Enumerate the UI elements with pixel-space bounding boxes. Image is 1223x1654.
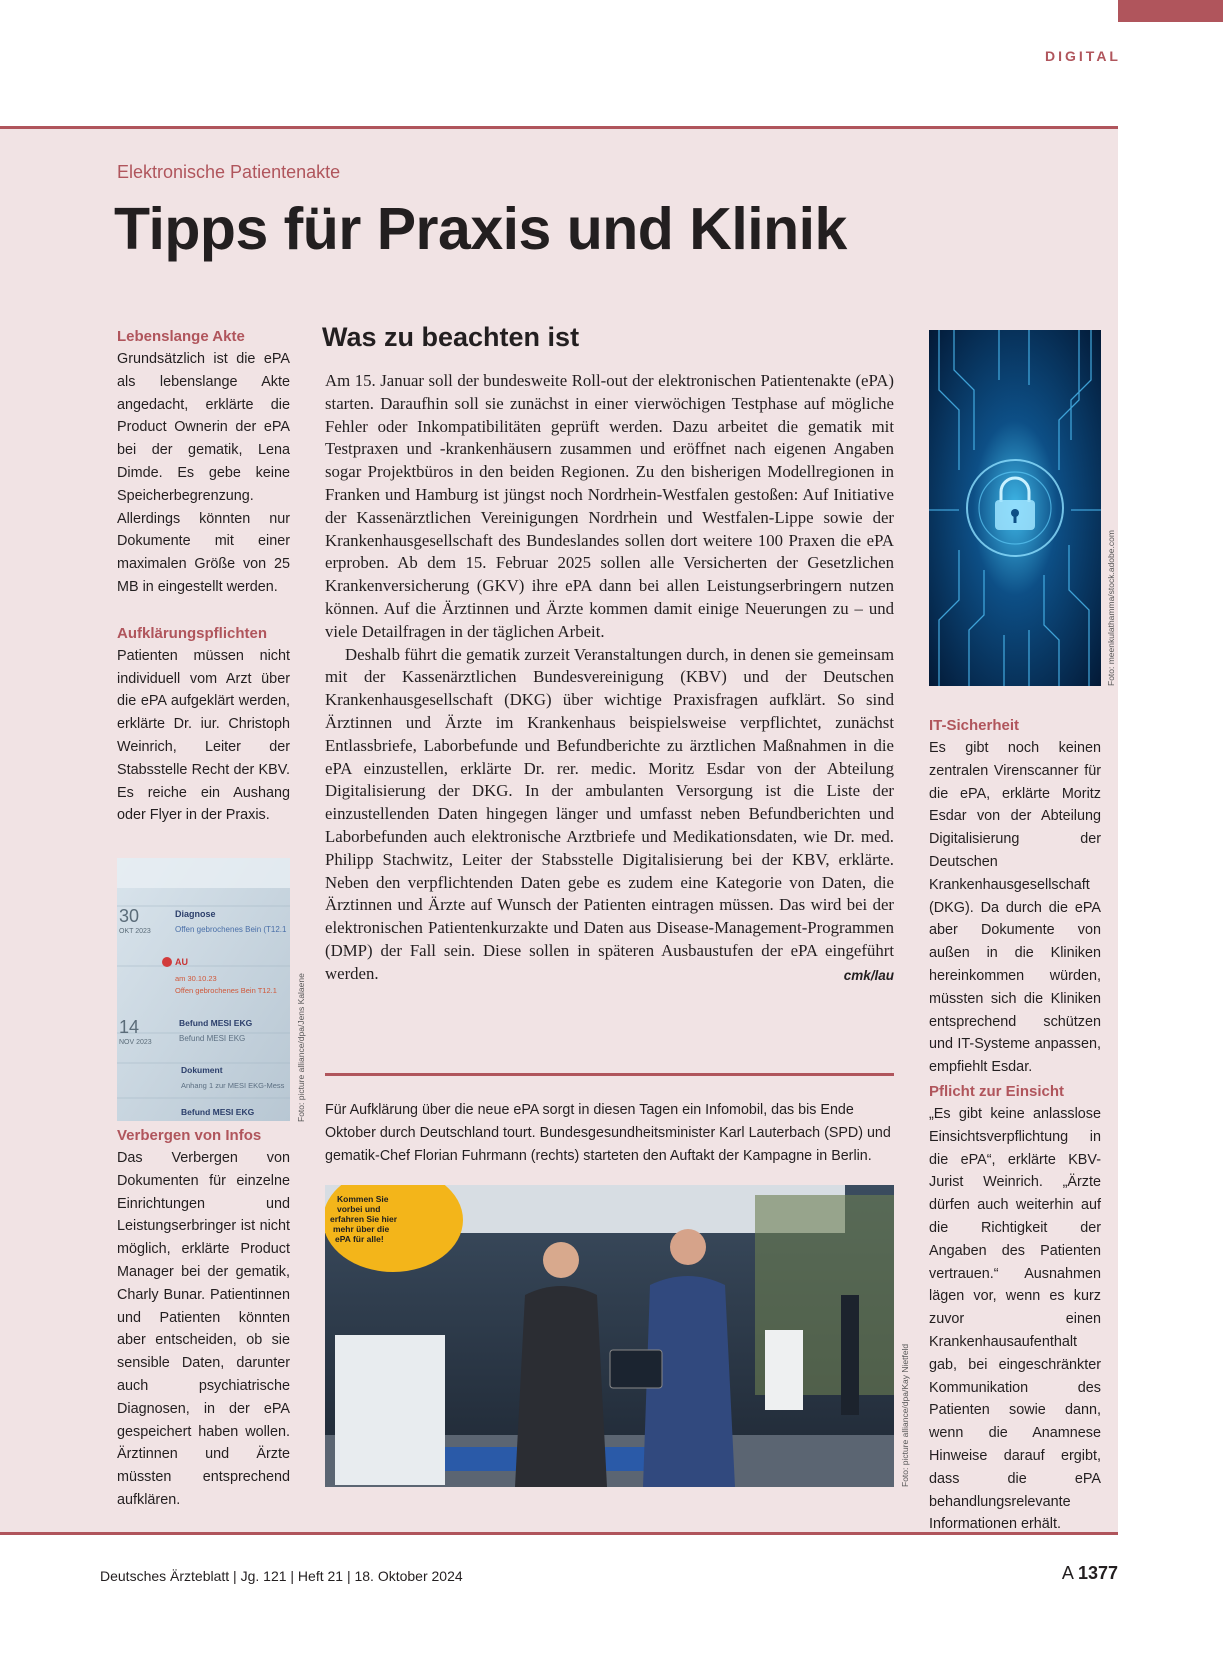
screen-row-title: Dokument — [181, 1065, 223, 1075]
screen-photo — [117, 858, 290, 1121]
sidebar-text: Es gibt noch keinen zentralen Virenscanner für die ePA, erklärte Moritz Esdar von der Abteilung Digitalisierung der Deutschen Krankenhausgesellschaft (DKG). Da durch die ePA aber Dokumente von außen in die Kliniken hereinkommen würden, müssten sich die Kliniken entsprechend schützen und IT-Systeme anpassen, empfiehlt Esdar. — [929, 740, 1101, 1076]
screen-row-title: Befund MESI EKG — [181, 1107, 255, 1117]
section-label: DIGITAL — [1045, 48, 1121, 64]
screen-au-label: AU — [175, 957, 188, 967]
kicker: Elektronische Patientenakte — [117, 162, 341, 182]
sidebar-right-bottom — [929, 1081, 1101, 1536]
footer-citation: Deutsches Ärzteblatt | Jg. 121 | Heft 21 | 18. Oktober 2024 — [100, 1568, 463, 1584]
screen-row-sub: Anhang 1 zur MESI EKG-Mess — [181, 1081, 285, 1090]
sidebar-text: Das Verbergen von Dokumenten für einzelne Einrichtungen und Leistungserbringer ist nicht möglich, erklärte Product Manager bei der gematik, Charly Bunar. Patientinnen und Patienten könnten aber entscheiden, ob sie sensible Daten, darunter auch psychiatrische Diagnosen, in der ePA gespeichert haben wollen. Ärztinnen und Ärzte müssten entsprechend aufklären. — [117, 1150, 290, 1508]
event-photo — [325, 1185, 894, 1487]
screen-date-month: OKT 2023 — [119, 928, 151, 935]
page-number-value: 1377 — [1077, 1563, 1118, 1583]
sidebar-heading: Pflicht zur Einsicht — [929, 1083, 1065, 1100]
security-photo — [929, 330, 1101, 686]
sidebar-text: Grundsätzlich ist die ePA als lebenslange Akte angedacht, erklärte die Product Ownerin der ePA bei der gematik, Lena Dimde. Es gebe keine Speicherbegrenzung. Allerdings könnten nur Dokumente mit einer maximalen Größe von 25 MB in eingestellt werden. — [117, 351, 290, 595]
main-body — [325, 370, 894, 988]
sidebar-right-top — [929, 715, 1101, 1079]
sidebar-text: Patienten müssen nicht individuell vom Arzt über die ePA aufgeklärt werden, erklärte Dr. iur. Christoph Weinrich, Leiter der Stabsstelle Recht der KBV. Es reiche ein Aushang oder Flyer in der Praxis. — [117, 647, 290, 824]
page-number — [1062, 1563, 1118, 1584]
screen-row-title: Diagnose — [175, 909, 216, 919]
photo-caption: Für Aufklärung über die neue ePA sorgt in diesen Tagen ein Infomobil, das bis Ende Oktober durch Deutschland tourt. Bundesgesundheitsminister Karl Lauterbach (SPD) und gematik-Chef Florian Fuhrmann (rechts) starteten den Auftakt der Kampagne in Berlin. — [325, 1102, 891, 1164]
screen-row-sub: Befund MESI EKG — [179, 1034, 246, 1043]
screen-date-day: 14 — [119, 1017, 140, 1037]
sidebar-heading: Aufklärungspflichten — [117, 624, 268, 642]
info-stand — [335, 1335, 445, 1485]
sidebar-left-top — [117, 326, 290, 827]
bubble-text: erfahren Sie hier — [330, 1214, 398, 1224]
bubble-text: ePA für alle! — [335, 1234, 384, 1244]
author-signature: cmk/lau — [843, 967, 894, 983]
sidebar-heading: Lebenslange Akte — [117, 328, 245, 345]
sidebar-heading: IT-Sicherheit — [929, 717, 1020, 734]
screen-date-month: NOV 2023 — [119, 1039, 152, 1046]
sidebar-text: „Es gibt keine anlasslose Einsichtsverpflichtung in die ePA“, erklärte KBV-Jurist Weinrich. „Ärzte dürfen auch weiterhin auf die Richtigkeit der Angaben des Patienten vertrauen.“ Ausnahmen lägen vor, wenn es kurz zuvor einen Krankenhausaufenthalt gab, bei eingeschränkter Kommunikation des Patienten sowie dann, wenn die Anamnese Hinweise darauf ergibt, dass die ePA behandlungsrelevante Informationen erhält. — [929, 1106, 1101, 1533]
body-paragraph: Deshalb führt die gematik zurzeit Veranstaltungen durch, in denen sie gemeinsam mit der Kassenärztlichen Bundesvereinigung (KBV) und der Deutschen Krankenhausgesellschaft (DKG) über wichtige Praxisfragen aufklärt. So sind Ärztinnen und Ärzte im Krankenhaus beispielsweise verpflichtet, zunächst Entlassbriefe, Laborbefunde und Befundberichte zu ärztlichen Maßnahmen in die ePA einzustellen, erklärte Dr. rer. medic. Moritz Esdar von der Abteilung Digitalisierung der DKG. In der ambulanten Versorgung ist die Liste der einzustellenden Daten hingegen länger und umfasst neben Befundberichten und Laborbefunden auch elektronische Arztbriefe und Medikationsdaten, wie Dr. med. Philipp Stachwitz, Leiter der Stabsstelle Digitalisierung bei der KBV, erklärte. Neben den verpflichtenden Daten gebe es zudem eine Kategorie von Daten, die Ärztinnen und Ärzte auf Wunsch der Patienten eintragen müssen. Das wird bei der elektronischen Patientenkurzakte und Daten aus Disease-Management-Programmen (DMP) der Fall sein. Diese sollen in späteren Ausbaustufen der ePA eingeführt werden. — [325, 644, 894, 983]
person-left — [515, 1286, 607, 1487]
corner-tab — [1118, 0, 1223, 22]
headline: Tipps für Praxis und Klinik — [114, 196, 847, 262]
bubble-text: mehr über die — [333, 1224, 390, 1234]
body-paragraph: Am 15. Januar soll der bundesweite Roll-out der elektronischen Patientenakte (ePA) starten. Daraufhin soll sie zunächst in einer vierwöchigen Testphase auf mögliche Fehler oder Inkompatibilitäten geprüft werden. Dazu arbeitet die gematik mit Testpraxen und -krankenhäusern zusammen und eröffnet nach eigenen Angaben sogar Projektbüros in den beiden Regionen. Zu den bisherigen Modellregionen in Franken und Hamburg ist jüngst noch Nordrhein-Westfalen gestoßen: Auf Initiative der Kassenärztlichen Vereinigungen Nordrhein und Westfalen-Lippe sowie der Krankenhausgesellschaft des Bundeslandes sollen dort weitere 100 Praxen die ePA erproben. Ab dem 15. Februar 2025 sollen alle Versicherten der Gesetzlichen Krankenversicherung (GKV) ihre ePA dann bei allen Leistungserbringern nutzen können. Auf die Ärztinnen und Ärzte kommen damit einige Neuerungen zu – und viele Detailfragen in der täglichen Arbeit. — [325, 371, 894, 641]
photo-credit: Foto: picture alliance/dpa/Jens Kalaene — [296, 973, 306, 1122]
bubble-text: vorbei und — [337, 1204, 381, 1214]
screen-date-day: 30 — [119, 906, 140, 926]
tablet — [610, 1350, 662, 1388]
screen-row-title: Befund MESI EKG — [179, 1018, 253, 1028]
main-title: Was zu beachten ist — [322, 322, 580, 352]
sidebar-heading: Verbergen von Infos — [117, 1127, 262, 1144]
page-prefix: A — [1061, 1563, 1073, 1583]
screen-au-line: am 30.10.23 — [175, 974, 217, 983]
bubble-text: Kommen Sie — [337, 1194, 389, 1204]
screen-au-line: Offen gebrochenes Bein T12.1 — [175, 986, 277, 995]
divider — [325, 1073, 894, 1076]
au-alert-icon — [162, 957, 172, 967]
photo-credit: Foto: picture alliance/dpa/Kay Nietfeld — [900, 1343, 910, 1487]
screen-row-sub: Offen gebrochenes Bein (T12.1 — [175, 925, 287, 934]
sidebar-left-bottom — [117, 1125, 290, 1512]
photo-credit: Foto: meenkulathamma/stock.adobe.com — [1106, 530, 1116, 686]
